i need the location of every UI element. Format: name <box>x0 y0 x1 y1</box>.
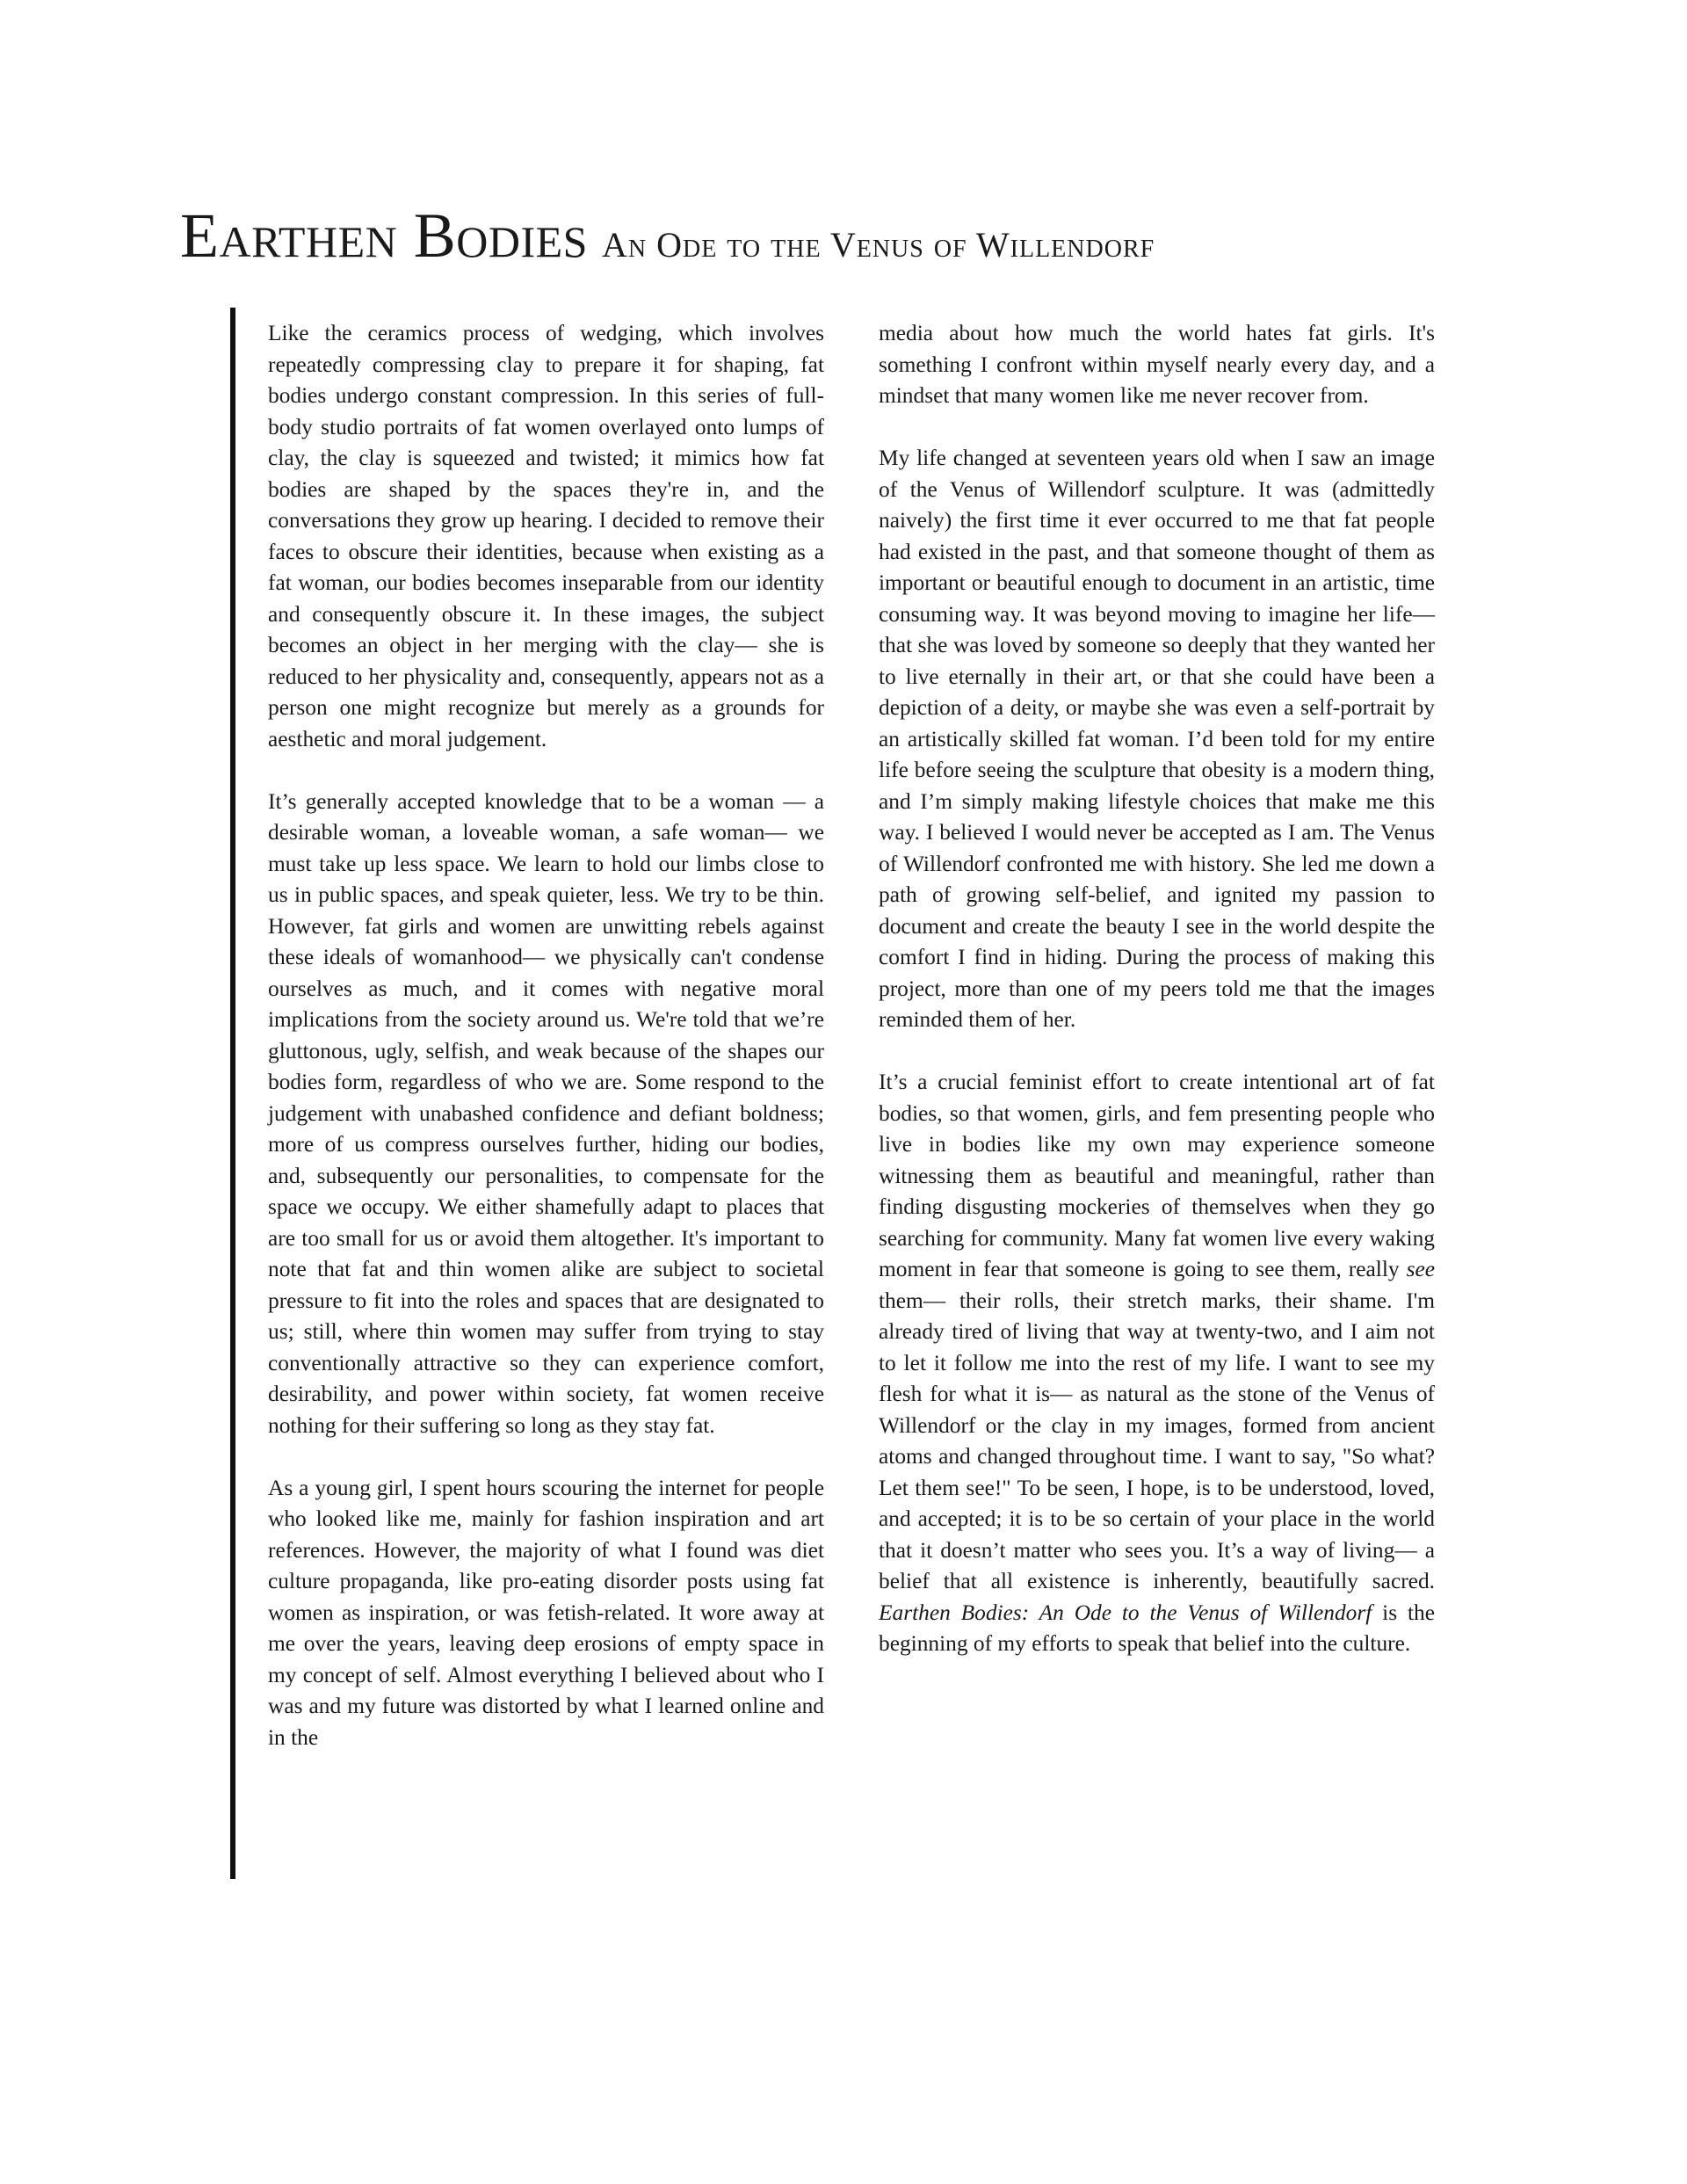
emphasis-see: see <box>1406 1257 1435 1281</box>
text-run: It’s a crucial feminist effort to create intentional art of fat bodies, so that women, girls, and fem presenting people who live in bodies like my own may experience someone witnessing them as beautiful and meaningful, rather than finding disgusting mockeries of themselves when they go searching for community. Many fat women live every waking moment in fear that someone is going to see them, really <box>879 1070 1435 1281</box>
title-main: Earthen Bodies <box>180 200 588 271</box>
left-vertical-rule <box>230 308 235 1879</box>
left-column <box>268 318 824 1753</box>
paragraph-wedging: Like the ceramics process of wedging, which involves repeatedly compressing clay to prepare it for shaping, fat bodies undergo constant compression. In this series of full-body studio portraits of fat women overlayed onto lumps of clay, the clay is squeezed and twisted; it mimics how fat bodies are shaped by the spaces they're in, and the conversations they grow up hearing. I decided to remove their faces to obscure their identities, because when existing as a fat woman, our bodies becomes inseparable from our identity and consequently obscure it. In these images, the subject becomes an object in her merging with the clay— she is reduced to her physicality and, consequently, appears not as a person one might recognize but merely as a grounds for aesthetic and moral judgement. <box>268 321 824 751</box>
right-column <box>879 318 1435 1660</box>
page-title <box>180 200 1155 271</box>
paragraph-media: media about how much the world hates fat girls. It's something I confront within myself nearly every day, and a mindset that many women like me never recover from. <box>879 321 1435 408</box>
paragraph-internet: As a young girl, I spent hours scouring the internet for people who looked like me, mainly for fashion inspiration and art references. However, the majority of what I found was diet culture propaganda, like pro-eating disorder posts using fat women as inspiration, or was fetish-related. It wore away at me over the years, leaving deep erosions of empty space in my concept of self. Almost everything I believed about who I was and my future was distorted by what I learned online and in the <box>268 1475 824 1750</box>
work-title: Earthen Bodies: An Ode to the Venus of Willendorf <box>879 1600 1372 1625</box>
paragraph-feminist-effort <box>879 1067 1435 1660</box>
title-subtitle: An Ode to the Venus of Willendorf <box>601 225 1155 265</box>
text-run: is the beginning of my efforts to speak that belief into the culture. <box>879 1600 1435 1656</box>
text-run: them— their rolls, their stretch marks, their shame. I'm already tired of living that way at twenty-two, and I aim not to let it follow me into the rest of my life. I want to see my flesh for what it is— as natural as the stone of the Venus of Willendorf or the clay in my images, formed from ancient atoms and changed throughout time. I want to say, "So what? Let them see!" To be seen, I hope, is to be understood, loved, and accepted; it is to be so certain of your place in the world that it doesn’t matter who sees you. It’s a way of living— a belief that all existence is inherently, beautifully sacred. <box>879 1288 1435 1593</box>
paragraph-womanhood: It’s generally accepted knowledge that to be a woman — a desirable woman, a loveable woman, a safe woman— we must take up less space. We learn to hold our limbs close to us in public spaces, and speak quieter, less. We try to be thin. However, fat girls and women are unwitting rebels against these ideals of womanhood— we physically can't condense ourselves as much, and it comes with negative moral implications from the society around us. We're told that we’re gluttonous, ugly, selfish, and weak because of the shapes our bodies form, regardless of who we are. Some respond to the judgement with unabashed confidence and defiant boldness; more of us compress ourselves further, hiding our bodies, and, subsequently our personalities, to compensate for the space we occupy. We either shamefully adapt to places that are too small for us or avoid them altogether. It's important to note that fat and thin women alike are subject to societal pressure to fit into the roles and spaces that are designated to us; still, where thin women may suffer from trying to stay conventionally attractive so they can experience comfort, desirability, and power within society, fat women receive nothing for their suffering so long as they stay fat. <box>268 788 824 1438</box>
paragraph-venus: My life changed at seventeen years old when I saw an image of the Venus of Willendorf sculpture. It was (admittedly naively) the first time it ever occurred to me that fat people had existed in the past, and that someone thought of them as important or beautiful enough to document in an artistic, time consuming way. It was beyond moving to imagine her life— that she was loved by someone so deeply that they wanted her to live eternally in their art, or that she could have been a depiction of a deity, or maybe she was even a self-portrait by an artistically skilled fat woman. I’d been told for my entire life before seeing the sculpture that obesity is a modern thing, and I’m simply making lifestyle choices that make me this way. I believed I would never be accepted as I am. The Venus of Willendorf confronted me with history. She led me down a path of growing self-belief, and ignited my passion to document and create the beauty I see in the world despite the comfort I find in hiding. During the process of making this project, more than one of my peers told me that the images reminded them of her. <box>879 446 1435 1032</box>
